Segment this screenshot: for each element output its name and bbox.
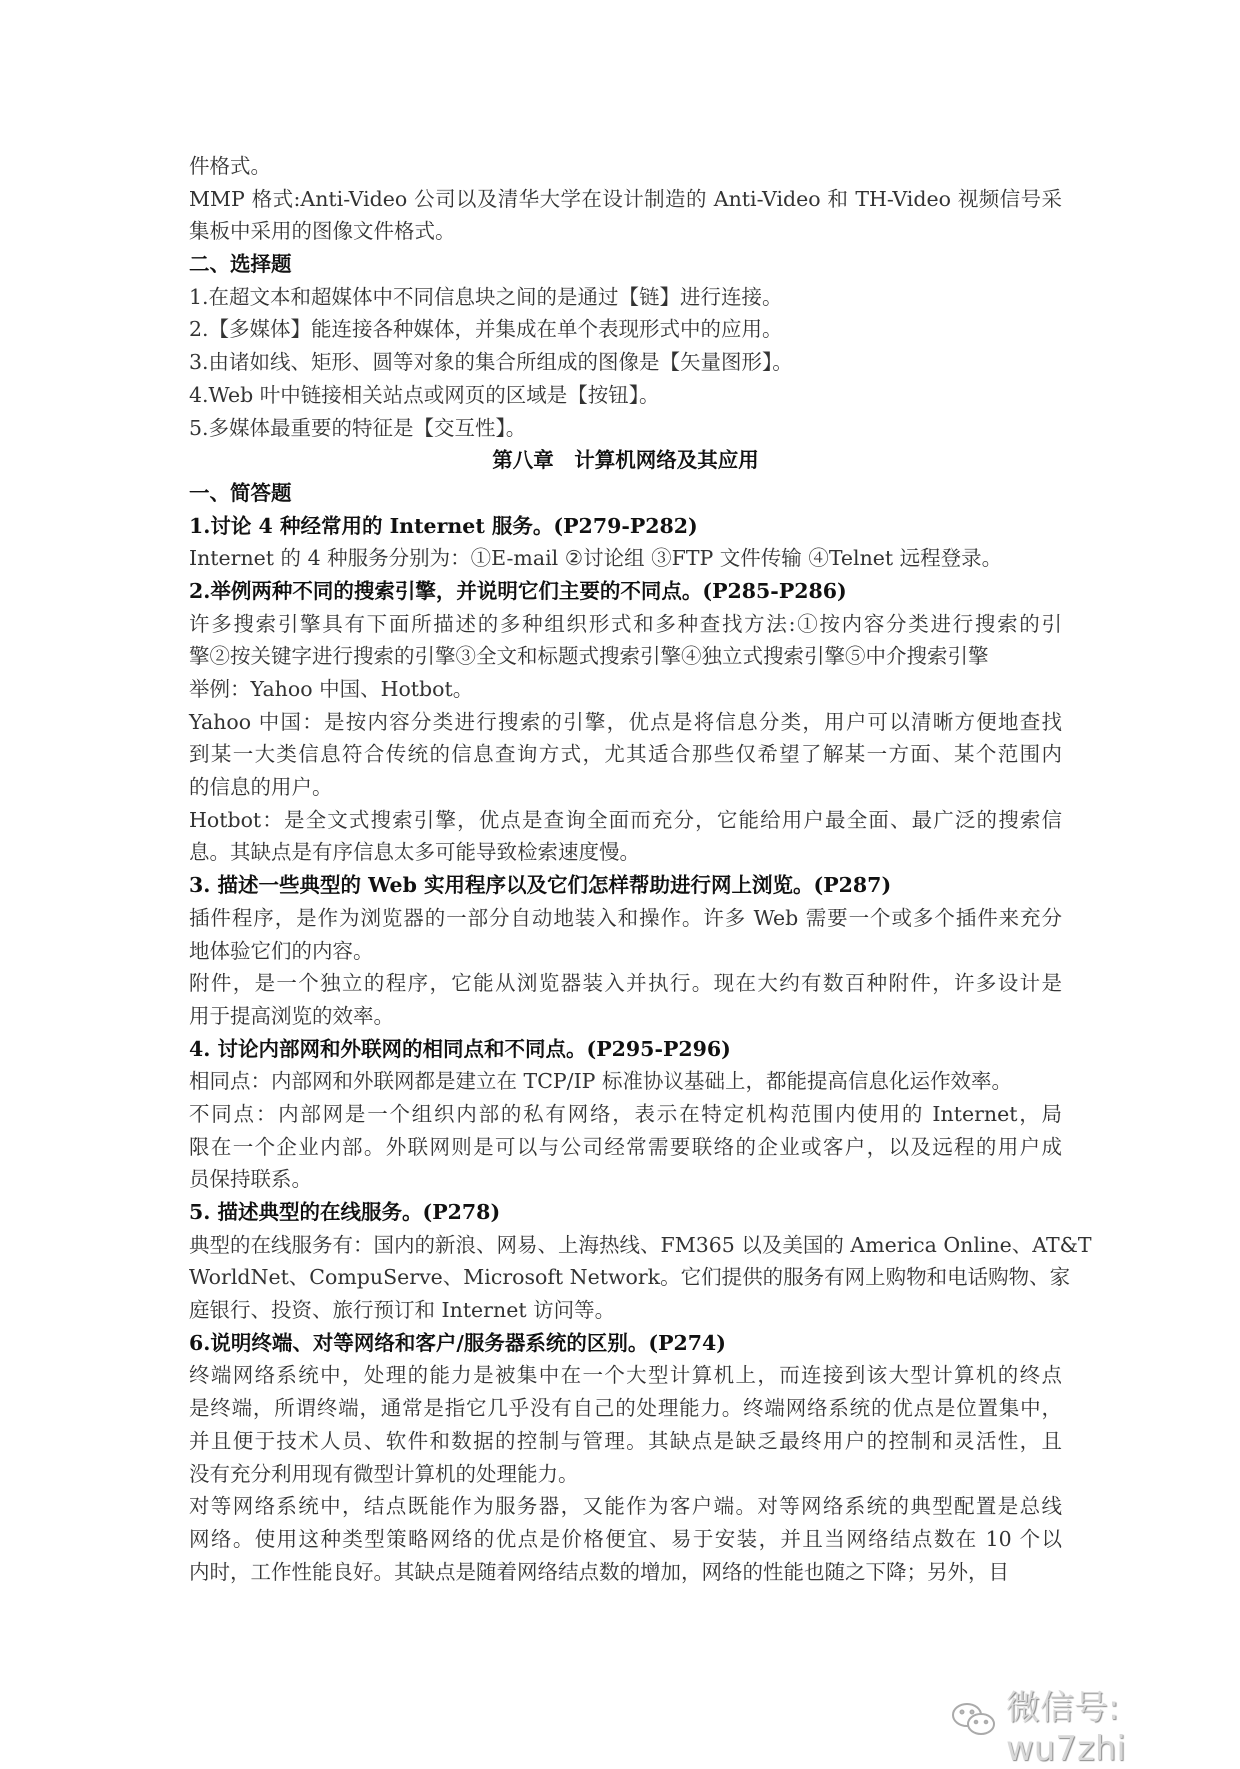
text-line: 附件，是一个独立的程序，它能从浏览器装入并执行。现在大约有数百种附件，许多设计是 xyxy=(189,971,1062,996)
text-line: 是终端，所谓终端，通常是指它几乎没有自己的处理能力。终端网络系统的优点是位置集中， xyxy=(189,1396,1062,1421)
text-line: 一、简答题 xyxy=(189,480,292,505)
paragraph xyxy=(189,379,1062,412)
text-line: Hotbot：是全文式搜索引擎，优点是查询全面而充分，它能给用户最全面、最广泛的搜索信 xyxy=(189,807,1062,832)
question-title xyxy=(189,510,1062,543)
text-line: 网络。使用这种类型策略网络的优点是价格便宜、易于安装，并且当网络结点数在 10 个以 xyxy=(189,1526,1062,1551)
text-line: 第八章 计算机网络及其应用 xyxy=(492,448,759,473)
paragraph xyxy=(189,313,1062,346)
text-line: 插件程序，是作为浏览器的一部分自动地装入和操作。许多 Web 需要一个或多个插件来充分 xyxy=(189,905,1062,930)
paragraph xyxy=(189,412,1062,445)
watermark xyxy=(950,1680,1240,1769)
text-line: 2.【多媒体】能连接各种媒体，并集成在单个表现形式中的应用。 xyxy=(189,317,783,342)
text-line: WorldNet、CompuServe、Microsoft Network。它们提供的服务有网上购物和电话购物、家 xyxy=(189,1265,1071,1290)
text-line: 6.说明终端、对等网络和客户/服务器系统的区别。(P274) xyxy=(189,1330,726,1355)
document-body xyxy=(189,150,1092,1588)
text-line: 不同点：内部网是一个组织内部的私有网络，表示在特定机构范围内使用的 Internet，局 xyxy=(189,1101,1062,1126)
chapter-title xyxy=(189,444,1062,477)
text-line: 的信息的用户。 xyxy=(189,775,333,800)
paragraph xyxy=(189,902,1062,967)
text-line: 对等网络系统中，结点既能作为服务器，又能作为客户端。对等网络系统的典型配置是总线 xyxy=(189,1494,1062,1519)
text-line: 庭银行、投资、旅行预订和 Internet 访问等。 xyxy=(189,1298,616,1323)
text-line: 息。其缺点是有序信息太多可能导致检索速度慢。 xyxy=(189,840,640,865)
question-title xyxy=(189,869,1062,902)
heading-title xyxy=(189,248,1062,281)
paragraph xyxy=(189,967,1062,1032)
text-line: 没有充分利用现有微型计算机的处理能力。 xyxy=(189,1461,579,1486)
text-line: 4. 讨论内部网和外联网的相同点和不同点。(P295-P296) xyxy=(189,1036,731,1061)
text-line: MMP 格式:Anti-Video 公司以及清华大学在设计制造的 Anti-Video 和 TH-Video 视频信号采 xyxy=(189,186,1062,211)
paragraph xyxy=(189,608,1062,673)
text-line: Yahoo 中国：是按内容分类进行搜索的引擎，优点是将信息分类，用户可以清晰方便地查找 xyxy=(189,709,1062,734)
heading-title xyxy=(189,477,1062,510)
text-line: 相同点：内部网和外联网都是建立在 TCP/IP 标准协议基础上，都能提高信息化运作效率。 xyxy=(189,1069,1012,1094)
text-line: 1.在超文本和超媒体中不同信息块之间的是通过【链】进行连接。 xyxy=(189,284,783,309)
paragraph xyxy=(189,1359,1062,1490)
paragraph xyxy=(189,673,1062,706)
text-line: 限在一个企业内部。外联网则是可以与公司经常需要联络的企业或客户，以及远程的用户成 xyxy=(189,1134,1062,1159)
text-line: 举例：Yahoo 中国、Hotbot。 xyxy=(189,677,474,701)
question-title xyxy=(189,1033,1062,1066)
text-line: 1.讨论 4 种经常用的 Internet 服务。(P279-P282) xyxy=(189,513,698,538)
paragraph xyxy=(189,150,1062,183)
text-line: 终端网络系统中，处理的能力是被集中在一个大型计算机上，而连接到该大型计算机的终点 xyxy=(189,1363,1062,1388)
text-line: 件格式。 xyxy=(189,154,271,178)
text-line: 员保持联系。 xyxy=(189,1167,312,1192)
text-line: 3. 描述一些典型的 Web 实用程序以及它们怎样帮助进行网上浏览。(P287) xyxy=(189,873,892,898)
text-line: 典型的在线服务有：国内的新浪、网易、上海热线、FM365 以及美国的 America Online、AT&T xyxy=(189,1232,1092,1257)
text-line: 并且便于技术人员、软件和数据的控制与管理。其缺点是缺乏最终用户的控制和灵活性，且 xyxy=(189,1428,1062,1453)
text-line: 用于提高浏览的效率。 xyxy=(189,1003,394,1028)
paragraph xyxy=(189,542,1062,575)
text-line: 3.由诸如线、矩形、圆等对象的集合所组成的图像是【矢量图形】。 xyxy=(189,350,793,375)
text-line: 4.Web 叶中链接相关站点或网页的区域是【按钮】。 xyxy=(189,382,660,407)
paragraph xyxy=(189,1098,1062,1196)
text-line: 2.举例两种不同的搜索引擎，并说明它们主要的不同点。(P285-P286) xyxy=(189,578,847,603)
paragraph xyxy=(189,346,1062,379)
watermark-text: 微信号: wu7zhi xyxy=(1006,1688,1126,1769)
text-line: Internet 的 4 种服务分别为：①E-mail ②讨论组 ③FTP 文件传输 ④Telnet 远程登录。 xyxy=(189,546,1003,571)
paragraph xyxy=(189,281,1062,314)
paragraph xyxy=(189,183,1062,248)
paragraph xyxy=(189,1490,1062,1588)
text-line: 擎②按关键字进行搜索的引擎③全文和标题式搜索引擎④独立式搜索引擎⑤中介搜索引擎 xyxy=(189,644,989,669)
text-line: 许多搜索引擎具有下面所描述的多种组织形式和多种查找方法:①按内容分类进行搜索的引 xyxy=(189,611,1062,636)
text-line: 到某一大类信息符合传统的信息查询方式，尤其适合那些仅希望了解某一方面、某个范围内 xyxy=(189,742,1062,767)
text-line: 地体验它们的内容。 xyxy=(189,938,374,963)
question-title xyxy=(189,575,1062,608)
text-line: 内时，工作性能良好。其缺点是随着网络结点数的增加，网络的性能也随之下降；另外，目 xyxy=(189,1559,1009,1584)
paragraph xyxy=(189,1065,1062,1098)
question-title xyxy=(189,1196,1062,1229)
paragraph xyxy=(189,706,1062,804)
text-line: 5.多媒体最重要的特征是【交互性】。 xyxy=(189,415,527,440)
paragraph xyxy=(189,1229,1092,1327)
text-line: 集板中采用的图像文件格式。 xyxy=(189,219,456,244)
paragraph xyxy=(189,804,1062,869)
wechat-icon xyxy=(950,1700,998,1749)
question-title xyxy=(189,1327,1062,1360)
text-line: 二、选择题 xyxy=(189,252,292,277)
text-line: 5. 描述典型的在线服务。(P278) xyxy=(189,1200,501,1224)
